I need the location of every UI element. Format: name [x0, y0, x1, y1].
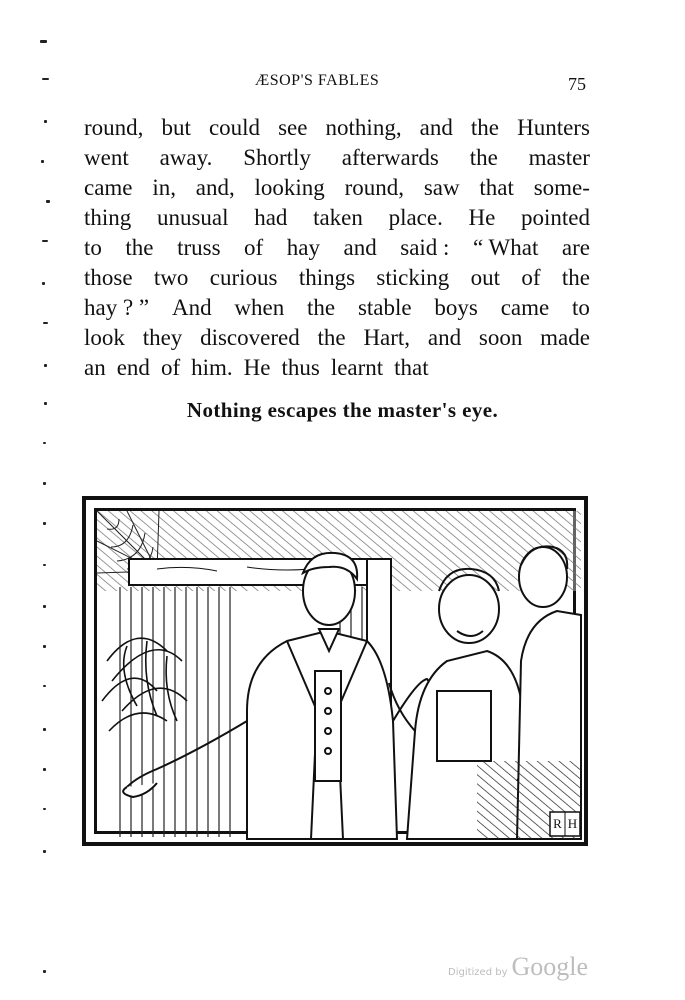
- word: came: [500, 295, 550, 320]
- word: He: [243, 355, 271, 380]
- word: pointed: [521, 205, 590, 230]
- running-head-title: ÆSOP'S FABLES: [255, 72, 380, 89]
- stable-scene-drawing: [97, 511, 581, 839]
- word: the: [317, 325, 346, 350]
- word: place.: [388, 205, 443, 230]
- word: hay ? ”: [84, 295, 150, 320]
- word: out: [470, 265, 500, 290]
- word: the: [125, 235, 154, 260]
- digitized-by-label: Digitized by: [448, 967, 508, 978]
- word: sticking: [376, 265, 450, 290]
- gutter-mark: [43, 728, 46, 731]
- digitized-by-google-watermark: [448, 952, 588, 982]
- word: the: [307, 295, 336, 320]
- gutter-mark: [43, 564, 46, 566]
- word: to: [84, 235, 102, 260]
- word: nothing,: [325, 115, 402, 140]
- gutter-mark: [41, 160, 44, 163]
- google-brand: Google: [511, 952, 589, 981]
- moral-text: Nothing escapes the master's eye.: [186, 398, 499, 422]
- word: had: [254, 205, 288, 230]
- gutter-mark: [43, 522, 46, 525]
- word: could: [208, 115, 261, 140]
- word: And: [171, 295, 212, 320]
- gutter-mark: [44, 364, 47, 367]
- word: and: [427, 325, 462, 350]
- word: learnt: [330, 355, 384, 380]
- illustration: [94, 508, 576, 834]
- word: that: [394, 355, 429, 380]
- word: look: [84, 325, 125, 350]
- word: went: [84, 145, 129, 170]
- word: those: [84, 265, 133, 290]
- word: taken: [313, 205, 363, 230]
- gutter-mark: [43, 768, 46, 771]
- word: thus: [281, 355, 320, 380]
- gutter-mark: [43, 482, 46, 485]
- text-line: [84, 173, 590, 203]
- gutter-mark: [43, 808, 46, 810]
- word: of: [160, 355, 181, 380]
- word: some-: [533, 175, 590, 200]
- text-line: [84, 203, 590, 233]
- word: see: [278, 115, 308, 140]
- monogram-graphic: [549, 811, 581, 837]
- text-line: [84, 293, 590, 323]
- word: and: [419, 115, 453, 140]
- gutter-mark: [42, 282, 45, 285]
- word: stable: [357, 295, 412, 320]
- word: round,: [344, 175, 405, 200]
- word: of: [244, 235, 264, 260]
- stable-wall-planks: [117, 587, 237, 837]
- svg-text:H: H: [567, 816, 578, 831]
- text-line: [84, 323, 590, 353]
- word: He: [468, 205, 496, 230]
- svg-text:R: R: [553, 816, 562, 831]
- page-number: 75: [568, 74, 586, 94]
- gutter-mark: [43, 685, 46, 687]
- word: saw: [423, 175, 460, 200]
- text-line: [84, 143, 590, 173]
- word: to: [572, 295, 590, 320]
- word: discovered: [200, 325, 300, 350]
- gutter-mark: [44, 120, 47, 123]
- text-line: [84, 263, 590, 293]
- word: thing: [84, 205, 132, 230]
- word: soon: [478, 325, 523, 350]
- word: looking: [254, 175, 325, 200]
- word: unusual: [156, 205, 229, 230]
- word: round,: [84, 115, 144, 140]
- text-line: [84, 353, 590, 383]
- gutter-mark: [43, 970, 46, 973]
- word: end: [116, 355, 150, 380]
- word: master: [528, 145, 590, 170]
- gutter-mark: [40, 40, 47, 43]
- word: Hunters: [517, 115, 590, 140]
- word: truss: [177, 235, 221, 260]
- text-line: [84, 113, 590, 143]
- word: the: [470, 115, 500, 140]
- word: away.: [159, 145, 213, 170]
- gutter-mark: [43, 605, 46, 608]
- word: Shortly: [243, 145, 311, 170]
- body-text: [84, 113, 590, 383]
- word: the: [469, 145, 498, 170]
- word: and: [343, 235, 377, 260]
- word: and,: [195, 175, 235, 200]
- word: boys: [434, 295, 478, 320]
- word: an: [84, 355, 106, 380]
- word: afterwards: [341, 145, 439, 170]
- word: two: [153, 265, 189, 290]
- word: him.: [191, 355, 233, 380]
- word: things: [298, 265, 356, 290]
- running-head: [0, 72, 685, 96]
- word: Hart,: [363, 325, 411, 350]
- gutter-mark: [43, 850, 46, 853]
- word: said :: [400, 235, 450, 260]
- text-line: [84, 233, 590, 263]
- artist-monogram: [549, 811, 581, 837]
- word: came: [84, 175, 133, 200]
- gutter-mark: [43, 442, 46, 444]
- gutter-mark: [42, 240, 48, 242]
- word: they: [142, 325, 183, 350]
- word: in,: [152, 175, 176, 200]
- word: of: [521, 265, 541, 290]
- illustration-frame: [82, 496, 588, 846]
- word: but: [161, 115, 191, 140]
- word: “ What: [472, 235, 539, 260]
- word: hay: [286, 235, 320, 260]
- word: made: [540, 325, 590, 350]
- word: the: [561, 265, 590, 290]
- gutter-mark: [46, 200, 50, 203]
- gutter-mark: [43, 322, 48, 324]
- word: that: [479, 175, 514, 200]
- word: when: [234, 295, 285, 320]
- word: curious: [209, 265, 278, 290]
- gutter-mark: [43, 645, 46, 648]
- word: are: [561, 235, 590, 260]
